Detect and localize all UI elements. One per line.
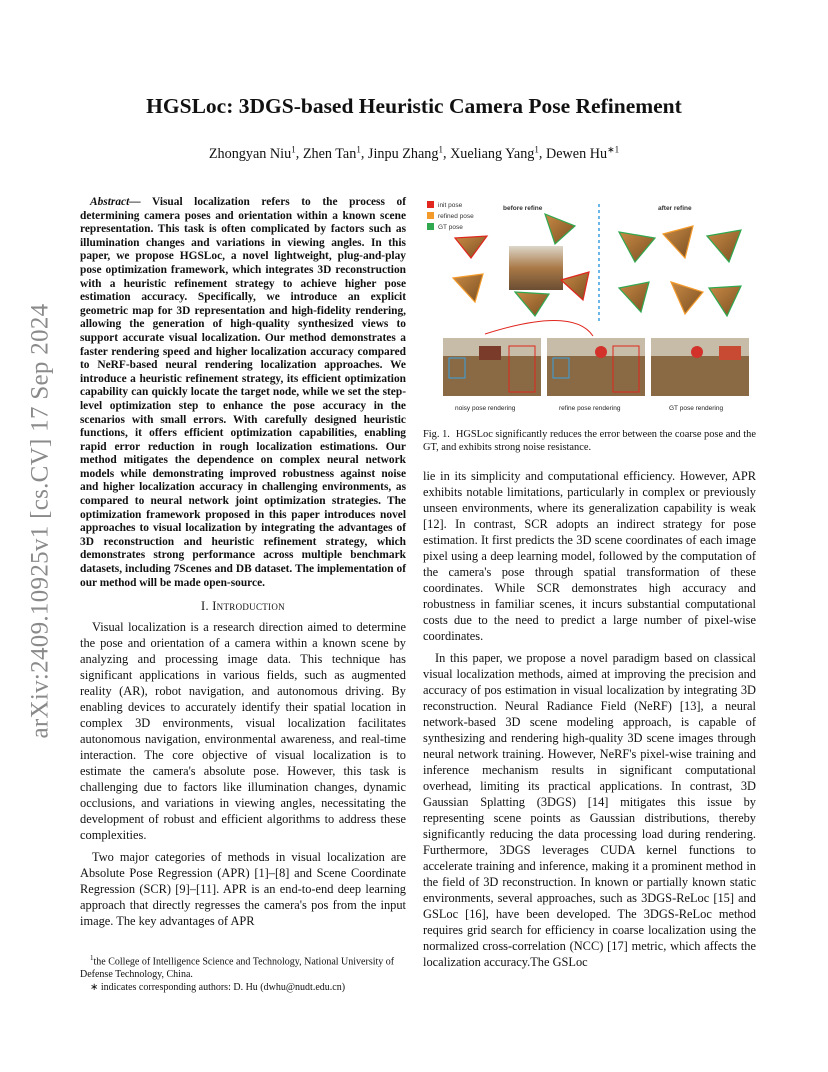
author: Zhen Tan$^1$ [302, 144, 361, 162]
footnote: $^1$the College of Intelligence Science and Technology, National University of Defense Technology, China. [80, 954, 395, 980]
before-refine-panel [453, 214, 589, 316]
camera-frustum-after [709, 286, 741, 316]
after-refine-panel [619, 226, 741, 316]
legend-refined: refined pose [438, 213, 474, 220]
caption-text: HGSLoc significantly reduces the error between the coarse pose and the GT, and exhibits strong noise resistance. [423, 429, 756, 453]
footnote: ∗ indicates corresponding authors: D. Hu (dwhu@nudt.edu.cn) [90, 981, 346, 993]
camera-frustum-before [455, 236, 487, 258]
figure-1 [423, 196, 756, 418]
camera-frustum-before [515, 292, 549, 316]
panel-title-before: before refine [503, 205, 543, 212]
init-pose-swatch [427, 201, 434, 208]
camera-frustum-after [619, 232, 655, 262]
figure-legend [427, 201, 474, 231]
paragraph: Two major categories of methods in visual localization are Absolute Pose Regression (APR) [1]–[8] and Scene Coordinate Regression (SCR) [9]–[11]. APR is an end-to-end deep learning approach that directly regresses the camera's pos from the input image. The key advantages of APR [80, 850, 406, 929]
camera-frustum-after [619, 282, 649, 312]
footnotes [80, 952, 406, 994]
render-label-noisy: noisy pose rendering [455, 405, 516, 412]
render-label-refine: refine pose rendering [559, 405, 621, 412]
paper-title: HGSLoc: 3DGS-based Heuristic Camera Pose Refinement [146, 94, 682, 118]
author: Zhongyan Niu$^1$ [208, 144, 296, 162]
camera-frustum-after [671, 282, 703, 314]
abstract-label: Abstract— [90, 196, 141, 208]
abstract [80, 196, 406, 590]
camera-frustum-before [561, 272, 589, 300]
render-strip [443, 338, 749, 396]
render-label-gt: GT pose rendering [669, 405, 724, 412]
camera-frustum-after [707, 230, 741, 262]
zoom-connector [485, 320, 593, 336]
abstract-text: Visual localization refers to the process of determining camera poses and orientation within a known scene representation. This task is often complicated by factors such as illumination changes and variations in viewing angles. In this paper, we propose HGSLoc, a novel lightweight, plug-and-play pose optimization framework, which integrates 3D reconstruction with a heuristic refinement strategy to achieve higher pose estimation accuracy. Specifically, we introduce an explicit geometric map for 3D representation and high-fidelity rendering, allowing the generation of high-quality synthesized views to support accurate visual localization. Our method demonstrates a faster rendering speed and higher localization accuracy compared to NeRF-based neural rendering localization approaches. We introduce a heuristic refinement strategy, its efficient optimization capability can quickly locate the target node, while we set the step-level optimization step to enhance the pose accuracy in the scenarios with small errors. With carefully designed heuristic functions, it offers efficient optimization capabilities, enabling rapid error reduction in rough localization estimations. Our method mitigates the dependence on complex neural network models while demonstrating improved robustness against noise and higher localization accuracy in challenging environments, as compared to neural network joint optimization strategies. The optimization framework proposed in this paper introduces novel approaches to visual localization by integrating the advantages of 3D reconstruction and heuristic refinement strategy, which demonstrates strong performance across multiple benchmark datasets, including 7Scenes and DB dataset. The implementation of our method will be made open-source. [80, 196, 406, 589]
section-heading: I. Introduction [201, 599, 285, 614]
figure-caption [423, 428, 756, 454]
paragraph: In this paper, we propose a novel paradigm based on classical visual localization methods, aimed at improving the precision and accuracy of pos estimation in visual localization by integrating 3D reconstruction. Neural Radiance Field (NeRF) [13], a neural network-based 3D scene modeling approach, is capable of synthesizing and rendering high-quality 3D scene images through neural network training. However, NeRF's pixel-wise training and inference mechanism results in significant computational overhead, limiting its practical applications. In contrast, 3D Gaussian Splatting (3DGS) [14] mitigates this issue by representing scene points as Gaussian distributions, thereby significantly reducing the data processing load during rendering. Furthermore, 3DGS leverages CUDA kernel functions to accelerate training and inference, making it a prominent method in the field of 3D reconstruction. In known or partially known static environments, several approaches, such as 3DGS-ReLoc [15] and GSLoc [16], have been developed. The 3DGS-ReLoc method requires grid search for efficiency in coarse localization using the normalized cross-correlation (NCC) [17] metric, which affects the localization accuracy.The GSLoc [423, 651, 756, 969]
panel-title-after: after refine [658, 205, 692, 212]
author: Jinpu Zhang$^1$ [367, 144, 443, 162]
paragraph: Visual localization is a research direction aimed to determine the pose and orientation of a camera within a known scene by analyzing and processing image data. This technique has significant applications in various fields, such as augmented reality (AR), robot navigation, and autonomous driving. By enabling devices to accurately identify their spatial location in complex 3D environments, visual localization facilitates autonomous navigation, environmental awareness, and real-time interaction. The core objective of visual localization is to estimate the camera's absolute pose. However, this task is challenging due to factors like illumination changes, dynamic occlusions, and variations in viewing angles, necessitating the development of robust and efficient algorithms to address these complexities. [80, 620, 406, 843]
figure-graphic [423, 196, 756, 418]
arxiv-stamp [20, 286, 60, 756]
refined-pose-swatch [427, 212, 434, 219]
caption-label: Fig. 1. [423, 429, 450, 440]
legend-gt: GT pose [438, 224, 463, 231]
camera-frustum-after [663, 226, 693, 258]
left-column [80, 196, 406, 935]
paragraph: lie in its simplicity and computational efficiency. However, APR exhibits notable limitations, particularly in complex or previously unseen environments, where its generalization capability is weak [12]. In contrast, SCR adopts an indirect strategy for pose estimation. It first predicts the 3D scene coordinates of each image pixel using a deep learning model, followed by the computation of the camera's pose through spatial transformation of these coordinates. While SCR demonstrates high accuracy and robustness in familiar scenes, it incurs substantial computational costs due to the need to predict a large number of pixel-wise coordinates. [423, 469, 756, 643]
camera-frustum-before [453, 274, 483, 302]
author: Xueliang Yang$^1$ [450, 144, 539, 162]
legend-init: init pose [438, 202, 463, 209]
arxiv-id: arXiv:2409.10925v1 [cs.CV] 17 Sep 2024 [26, 303, 54, 739]
gt-pose-swatch [427, 223, 434, 230]
author: Dewen $Hu^{∗1}$ [546, 144, 620, 162]
point-cloud-before [509, 246, 563, 290]
camera-frustum-before [545, 214, 575, 244]
author-list: Zhongyan Niu$^1$, Zhen Tan$^1$, Jinpu Zhang$^1$, Xueliang Yang$^1$, Dewen $Hu^{∗1}$ [208, 144, 620, 162]
right-column [423, 468, 756, 976]
